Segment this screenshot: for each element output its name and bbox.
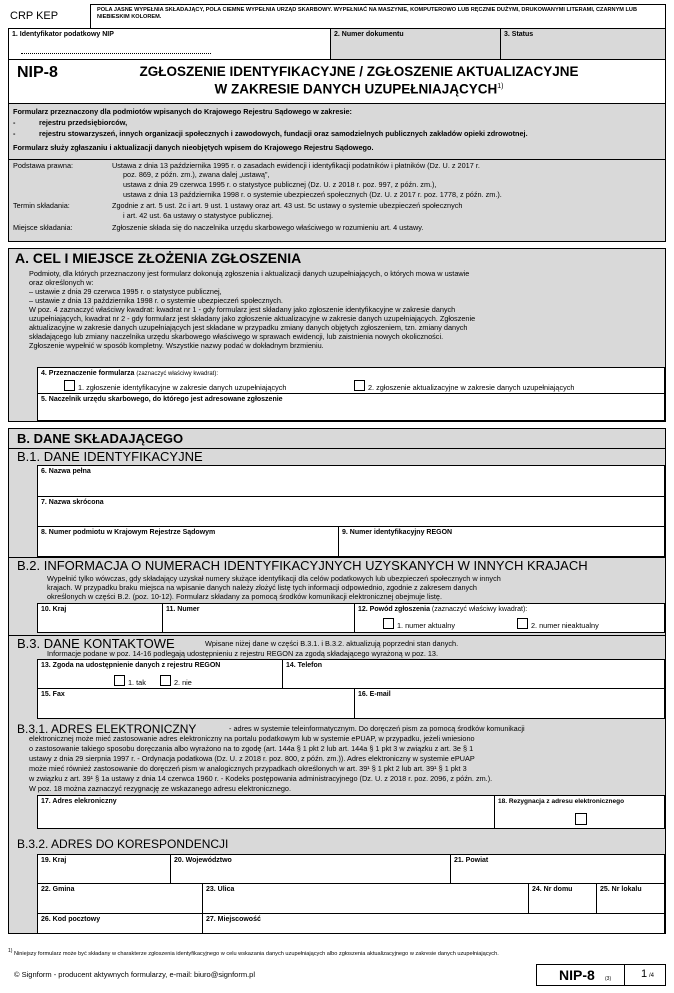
title-block — [8, 60, 666, 104]
form-title-line2: W ZAKRESIE DANYCH UZUPEŁNIAJĄCYCH — [214, 81, 498, 97]
full-name-field[interactable] — [37, 465, 665, 497]
reason-option-2[interactable] — [517, 618, 599, 630]
regon-consent-field — [37, 659, 283, 689]
section-a-line9: Zgłoszenie wypełnić w sposób kompletny. Wszystkie nazwy podać w dokładnym brzmieniu. — [29, 341, 324, 350]
section-a-line1: Podmioty, dla których przeznaczony jest formularz dokonują zgłoszenia i aktualizacji danych uzupełniających, o których mowa w ustawie — [29, 269, 470, 278]
form-title-line2-wrap — [79, 79, 639, 97]
footnote-mark: 1) — [8, 948, 13, 954]
country-field[interactable] — [37, 854, 171, 884]
b2-line3: określonych w części B.2. (poz. 10-12). Formularz składany za pomocą środków komunikacji elektronicznej obejmuje listę. — [47, 592, 443, 601]
regon-consent-label: 13. Zgoda na udostępnienie danych z rejestru REGON — [41, 662, 221, 669]
short-name-label: 7. Nazwa skrócona — [41, 499, 104, 506]
street-label: 23. Ulica — [206, 886, 235, 893]
consent-yes[interactable] — [114, 675, 146, 687]
apartment-number-field[interactable] — [597, 884, 665, 914]
section-a-line8: składającego lub zmiany naczelnika urzędu skarbowego właściwego w sprawach ewidencji, lub zaistnienia nowych okoliczności. — [29, 332, 444, 341]
section-a-line7: aktualizacyjne w zakresie danych uzupełniających jest składane w przypadku zmiany danych objętych zgłoszeniem, tzn. zmiany danych — [29, 323, 468, 332]
krs-number-label: 8. Numer podmiotu w Krajowym Rejestrze Sądowym — [41, 529, 216, 536]
e-address-field[interactable] — [37, 795, 495, 829]
fill-instructions: POLA JASNE WYPEŁNIA SKŁADAJĄCY, POLA CIEMNE WYPEŁNIA URZĄD SKARBOWY. WYPEŁNIAĆ NA MASZYNIE, KOMPUTEROWO LUB RĘCZNIE DUŻYMI, DRUKOWANYMI LITERAMI, CZARNYM LUB NIEBIESKIM KOLOREM. — [97, 7, 638, 20]
krs-number-field[interactable] — [37, 527, 339, 557]
purpose-option-2[interactable] — [354, 380, 574, 392]
b1-title: B.1. DANE IDENTYFIKACYJNE — [17, 449, 203, 464]
form-title-footnote-mark: 1) — [497, 83, 504, 90]
intro-line1: Formularz przeznaczony dla podmiotów wpisanych do Krajowego Rejestru Sądowego w zakresie: — [13, 107, 352, 116]
reason-option-2-checkbox[interactable] — [517, 618, 528, 629]
phone-field[interactable] — [283, 659, 665, 689]
b31-line4: ustawy z dnia 29 sierpnia 1997 r. - Ordynacja podatkowa (Dz. U. z 2018 r. poz. 800, z późn. zm.)). Adres elektroniczny w systemie ePUAP — [29, 754, 475, 763]
form-title-line1: ZGŁOSZENIE IDENTYFIKACYJNE / ZGŁOSZENIE AKTUALIZACYJNE — [139, 64, 579, 79]
country-field-b2[interactable] — [37, 603, 163, 633]
fax-label: 15. Fax — [41, 691, 65, 698]
purpose-option-1[interactable] — [64, 380, 286, 392]
purpose-hint: (zaznaczyć właściwy kwadrat): — [136, 371, 219, 377]
commune-field[interactable] — [37, 884, 203, 914]
house-number-field[interactable] — [529, 884, 597, 914]
e-address-resign-field — [495, 795, 665, 829]
purpose-field — [37, 367, 665, 394]
b31-title: B.3.1. ADRES ELEKTRONICZNY — [17, 722, 197, 736]
apartment-number-label: 25. Nr lokalu — [600, 886, 642, 893]
b31-line1: - adres w systemie teleinformatycznym. Do doręczeń pism za pomocą środków komunikacji — [229, 724, 525, 733]
header-strip — [8, 4, 666, 28]
purpose-option-1-label: 1. zgłoszenie identyfikacyjne w zakresie danych uzupełniających — [78, 383, 287, 392]
footnote-text: Niniejszy formularz może być składany w charakterze zgłoszenia identyfikacyjnego w celu wskazania danych uzupełniających albo zgłoszenia aktualizacyjnego w zakresie danych uzupełniających. — [14, 950, 499, 957]
nip-digit-guides — [21, 49, 211, 54]
reason-field — [355, 603, 665, 633]
foreign-number-field[interactable] — [163, 603, 355, 633]
b2-line2: krajach. W przypadku braku miejsca na wpisanie danych należy złożyć listę tych informacji odpowiednio, zgodnie z zakresem danych — [47, 583, 477, 592]
b32-title: B.3.2. ADRES DO KORESPONDENCJI — [17, 837, 229, 851]
place-text: Zgłoszenie składa się do naczelnika urzędu skarbowego właściwego w rozumieniu art. 4 ustawy. — [112, 223, 424, 232]
purpose-label-wrap — [41, 370, 218, 377]
intro-bullet2: rejestru stowarzyszeń, innych organizacji społecznych i zawodowych, fundacji oraz samodzielnych publicznych zakładów opieki zdrowotnej. — [39, 129, 528, 138]
phone-label: 14. Telefon — [286, 662, 323, 669]
section-a-title: A. CEL I MIEJSCE ZŁOŻENIA ZGŁOSZENIA — [15, 250, 302, 266]
country-label: 19. Kraj — [41, 857, 67, 864]
consent-yes-label: 1. tak — [128, 678, 146, 687]
legal-basis-line4: ustawa z dnia 13 października 1998 r. o systemie ubezpieczeń społecznych (Dz. U. z 2017 r. poz. 1778, z późn. zm.). — [123, 190, 502, 199]
section-a-line3: – ustawie z dnia 29 czerwca 1995 r. o statystyce publicznej, — [29, 287, 222, 296]
consent-yes-checkbox[interactable] — [114, 675, 125, 686]
e-address-resign-checkbox[interactable] — [575, 813, 587, 825]
county-label: 21. Powiat — [454, 857, 489, 864]
instructions-box — [90, 4, 666, 28]
legal-basis-line1: Ustawa z dnia 13 października 1995 r. o zasadach ewidencji i identyfikacji podatników i płatników (Dz. U. z 2017 r. — [112, 161, 480, 170]
tax-office-label: 5. Naczelnik urzędu skarbowego, do którego jest adresowane zgłoszenie — [41, 396, 283, 403]
status-field — [501, 29, 665, 59]
section-b — [8, 428, 666, 934]
form-code-title: NIP-8 — [17, 64, 58, 81]
footer-code: NIP-8 — [559, 967, 595, 983]
house-number-label: 24. Nr domu — [532, 886, 573, 893]
purpose-option-1-checkbox[interactable] — [64, 380, 75, 391]
footer-code-cell — [537, 965, 625, 985]
street-field[interactable] — [203, 884, 529, 914]
city-field[interactable] — [203, 914, 665, 933]
intro-dash2: - — [13, 129, 16, 138]
footer-code-version: (3) — [605, 976, 612, 982]
page-number: 1 — [641, 968, 648, 980]
full-name-label: 6. Nazwa pełna — [41, 468, 91, 475]
b2-line1: Wypełnić tylko wówczas, gdy składający uzyskał numery służące identyfikacji dla celów podatkowych lub ubezpieczeń społecznych w innych — [47, 574, 501, 583]
voivodeship-label: 20. Województwo — [174, 857, 232, 864]
b3-note1: Wpisane niżej dane w części B.3.1. i B.3.2. aktualizują poprzedni stan danych. — [205, 639, 459, 648]
email-label: 16. E-mail — [358, 691, 391, 698]
deadline-label: Termin składania: — [13, 201, 70, 210]
postal-code-field[interactable] — [37, 914, 203, 933]
section-a — [8, 248, 666, 422]
b31-line7: W poz. 18 można zaznaczyć rezygnację ze wskazanego adresu elektronicznego. — [29, 784, 292, 793]
copyright: © Signform - producent aktywnych formularzy, e-mail: biuro@signform.pl — [14, 970, 255, 979]
section-a-line6: uzupełniających, kwadrat nr 2 - gdy formularz jest składany jako zgłoszenie aktualizacyjne w zakresie danych uzupełniających. Zgłoszenie — [29, 314, 476, 323]
status-label: 3. Status — [504, 31, 534, 38]
document-number-label: 2. Numer dokumentu — [334, 31, 404, 38]
footnote — [8, 948, 666, 957]
intro-line2: Formularz służy zgłaszaniu i aktualizacji danych nieobjętych wpisem do Krajowego Rejestru Sądowego. — [13, 143, 374, 152]
form — [8, 4, 666, 934]
page-footer-box — [536, 964, 666, 986]
consent-no-checkbox[interactable] — [160, 675, 171, 686]
reason-option-1-checkbox[interactable] — [383, 618, 394, 629]
commune-label: 22. Gmina — [41, 886, 75, 893]
consent-no-label: 2. nie — [174, 678, 192, 687]
intro-bullet1: rejestru przedsiębiorców, — [39, 118, 128, 127]
b31-line6: w związku z art. 39¹ § 1a ustawy z dnia 14 czerwca 1960 r. - Kodeks postępowania administracyjnego (Dz. U. z 2018 r. poz. 2096, z późn. zm.). — [29, 774, 493, 783]
section-a-line4: – ustawie z dnia 13 października 1998 r. o systemie ubezpieczeń społecznych. — [29, 296, 283, 305]
office-fields-row — [8, 28, 666, 60]
form-code-label: CRP KEP — [10, 10, 59, 22]
deadline-line2: i art. 42 ust. 6a ustawy o statystyce publicznej. — [123, 211, 274, 220]
city-label: 27. Miejscowość — [206, 916, 261, 923]
place-label: Miejsce składania: — [13, 223, 73, 232]
nip-field[interactable] — [9, 29, 331, 59]
consent-no[interactable] — [160, 675, 192, 687]
b31-line5: może mieć również zastosowanie do doręczeń pism w analogicznych przypadkach określonych w art. 39¹ § 1 pkt 2 lub art. 39¹ § 1 pkt 3 — [29, 764, 467, 773]
b3-note2: Informacje podane w poz. 14-16 podlegają udostępnieniu z rejestru REGON za zgodą składającego wyrażoną w poz. 13. — [47, 649, 439, 658]
legal-basis-line3: ustawa z dnia 29 czerwca 1995 r. o statystyce publicznej (Dz. U. z 2018 r. poz. 997, z późn. zm.), — [123, 180, 437, 189]
b2-title: B.2. INFORMACJA O NUMERACH IDENTYFIKACYJNYCH UZYSKANYCH W INNYCH KRAJACH — [17, 558, 588, 573]
deadline-line1: Zgodnie z art. 5 ust. 2c i art. 9 ust. 1 ustawy oraz art. 43 ust. 5c ustawy o systemie ubezpieczeń społecznych — [112, 201, 463, 210]
e-address-resign-label: 18. Rezygnacja z adresu elektronicznego — [498, 798, 625, 805]
e-address-label: 17. Adres elekroniczny — [41, 798, 117, 805]
page-total: /4 — [649, 973, 655, 979]
legal-basis-line2: poz. 869, z późn. zm.), zwana dalej „ustawą”, — [123, 170, 270, 179]
b31-line2: elektronicznej może mieć zastosowanie adres elektroniczny na portalu podatkowym lub w systemie ePUAP, w przypadku, jeżeli wniesiono — [29, 734, 475, 743]
country-label-b2: 10. Kraj — [41, 606, 67, 613]
legal-block — [8, 160, 666, 242]
b3-title: B.3. DANE KONTAKTOWE — [17, 636, 175, 651]
tax-office-field[interactable] — [37, 394, 665, 421]
reason-option-1-label: 1. numer aktualny — [397, 621, 456, 630]
purpose-option-2-checkbox[interactable] — [354, 380, 365, 391]
regon-field[interactable] — [339, 527, 665, 557]
nip-label: 1. Identyfikator podatkowy NIP — [12, 31, 114, 38]
county-field[interactable] — [451, 854, 665, 884]
email-field[interactable] — [355, 689, 665, 719]
reason-option-2-label: 2. numer nieaktualny — [531, 621, 599, 630]
fax-field[interactable] — [37, 689, 355, 719]
section-a-line2: oraz określonych w: — [29, 278, 94, 287]
reason-option-1[interactable] — [383, 618, 455, 630]
intro-block — [8, 104, 666, 160]
postal-code-label: 26. Kod pocztowy — [41, 916, 101, 923]
b31-line3: o zastosowanie takiego sposobu doręczania albo wyrażono na to zgodę (art. 144a § 1 pkt 2 lub art. 144a § 1 pkt 3 w związku z art. 3e § 1 — [29, 744, 474, 753]
section-a-line5: W poz. 4 zaznaczyć właściwy kwadrat: kwadrat nr 1 - gdy formularz jest składany jako zgłoszenie identyfikacyjne w zakresie danych — [29, 305, 456, 314]
foreign-number-label: 11. Numer — [166, 606, 200, 613]
purpose-label: 4. Przeznaczenie formularza — [41, 370, 135, 377]
short-name-field[interactable] — [37, 497, 665, 527]
section-b-title: B. DANE SKŁADAJĄCEGO — [17, 431, 184, 446]
reason-hint: (zaznaczyć właściwy kwadrat): — [431, 606, 528, 613]
regon-label: 9. Numer identyfikacyjny REGON — [342, 529, 453, 536]
document-number-field — [331, 29, 501, 59]
voivodeship-field[interactable] — [171, 854, 451, 884]
reason-label-wrap — [358, 606, 527, 613]
form-title — [79, 64, 639, 97]
legal-basis-label: Podstawa prawna: — [13, 161, 74, 170]
purpose-option-2-label: 2. zgłoszenie aktualizacyjne w zakresie danych uzupełniających — [368, 383, 575, 392]
intro-dash1: - — [13, 118, 16, 127]
reason-label: 12. Powód zgłoszenia — [358, 606, 430, 613]
